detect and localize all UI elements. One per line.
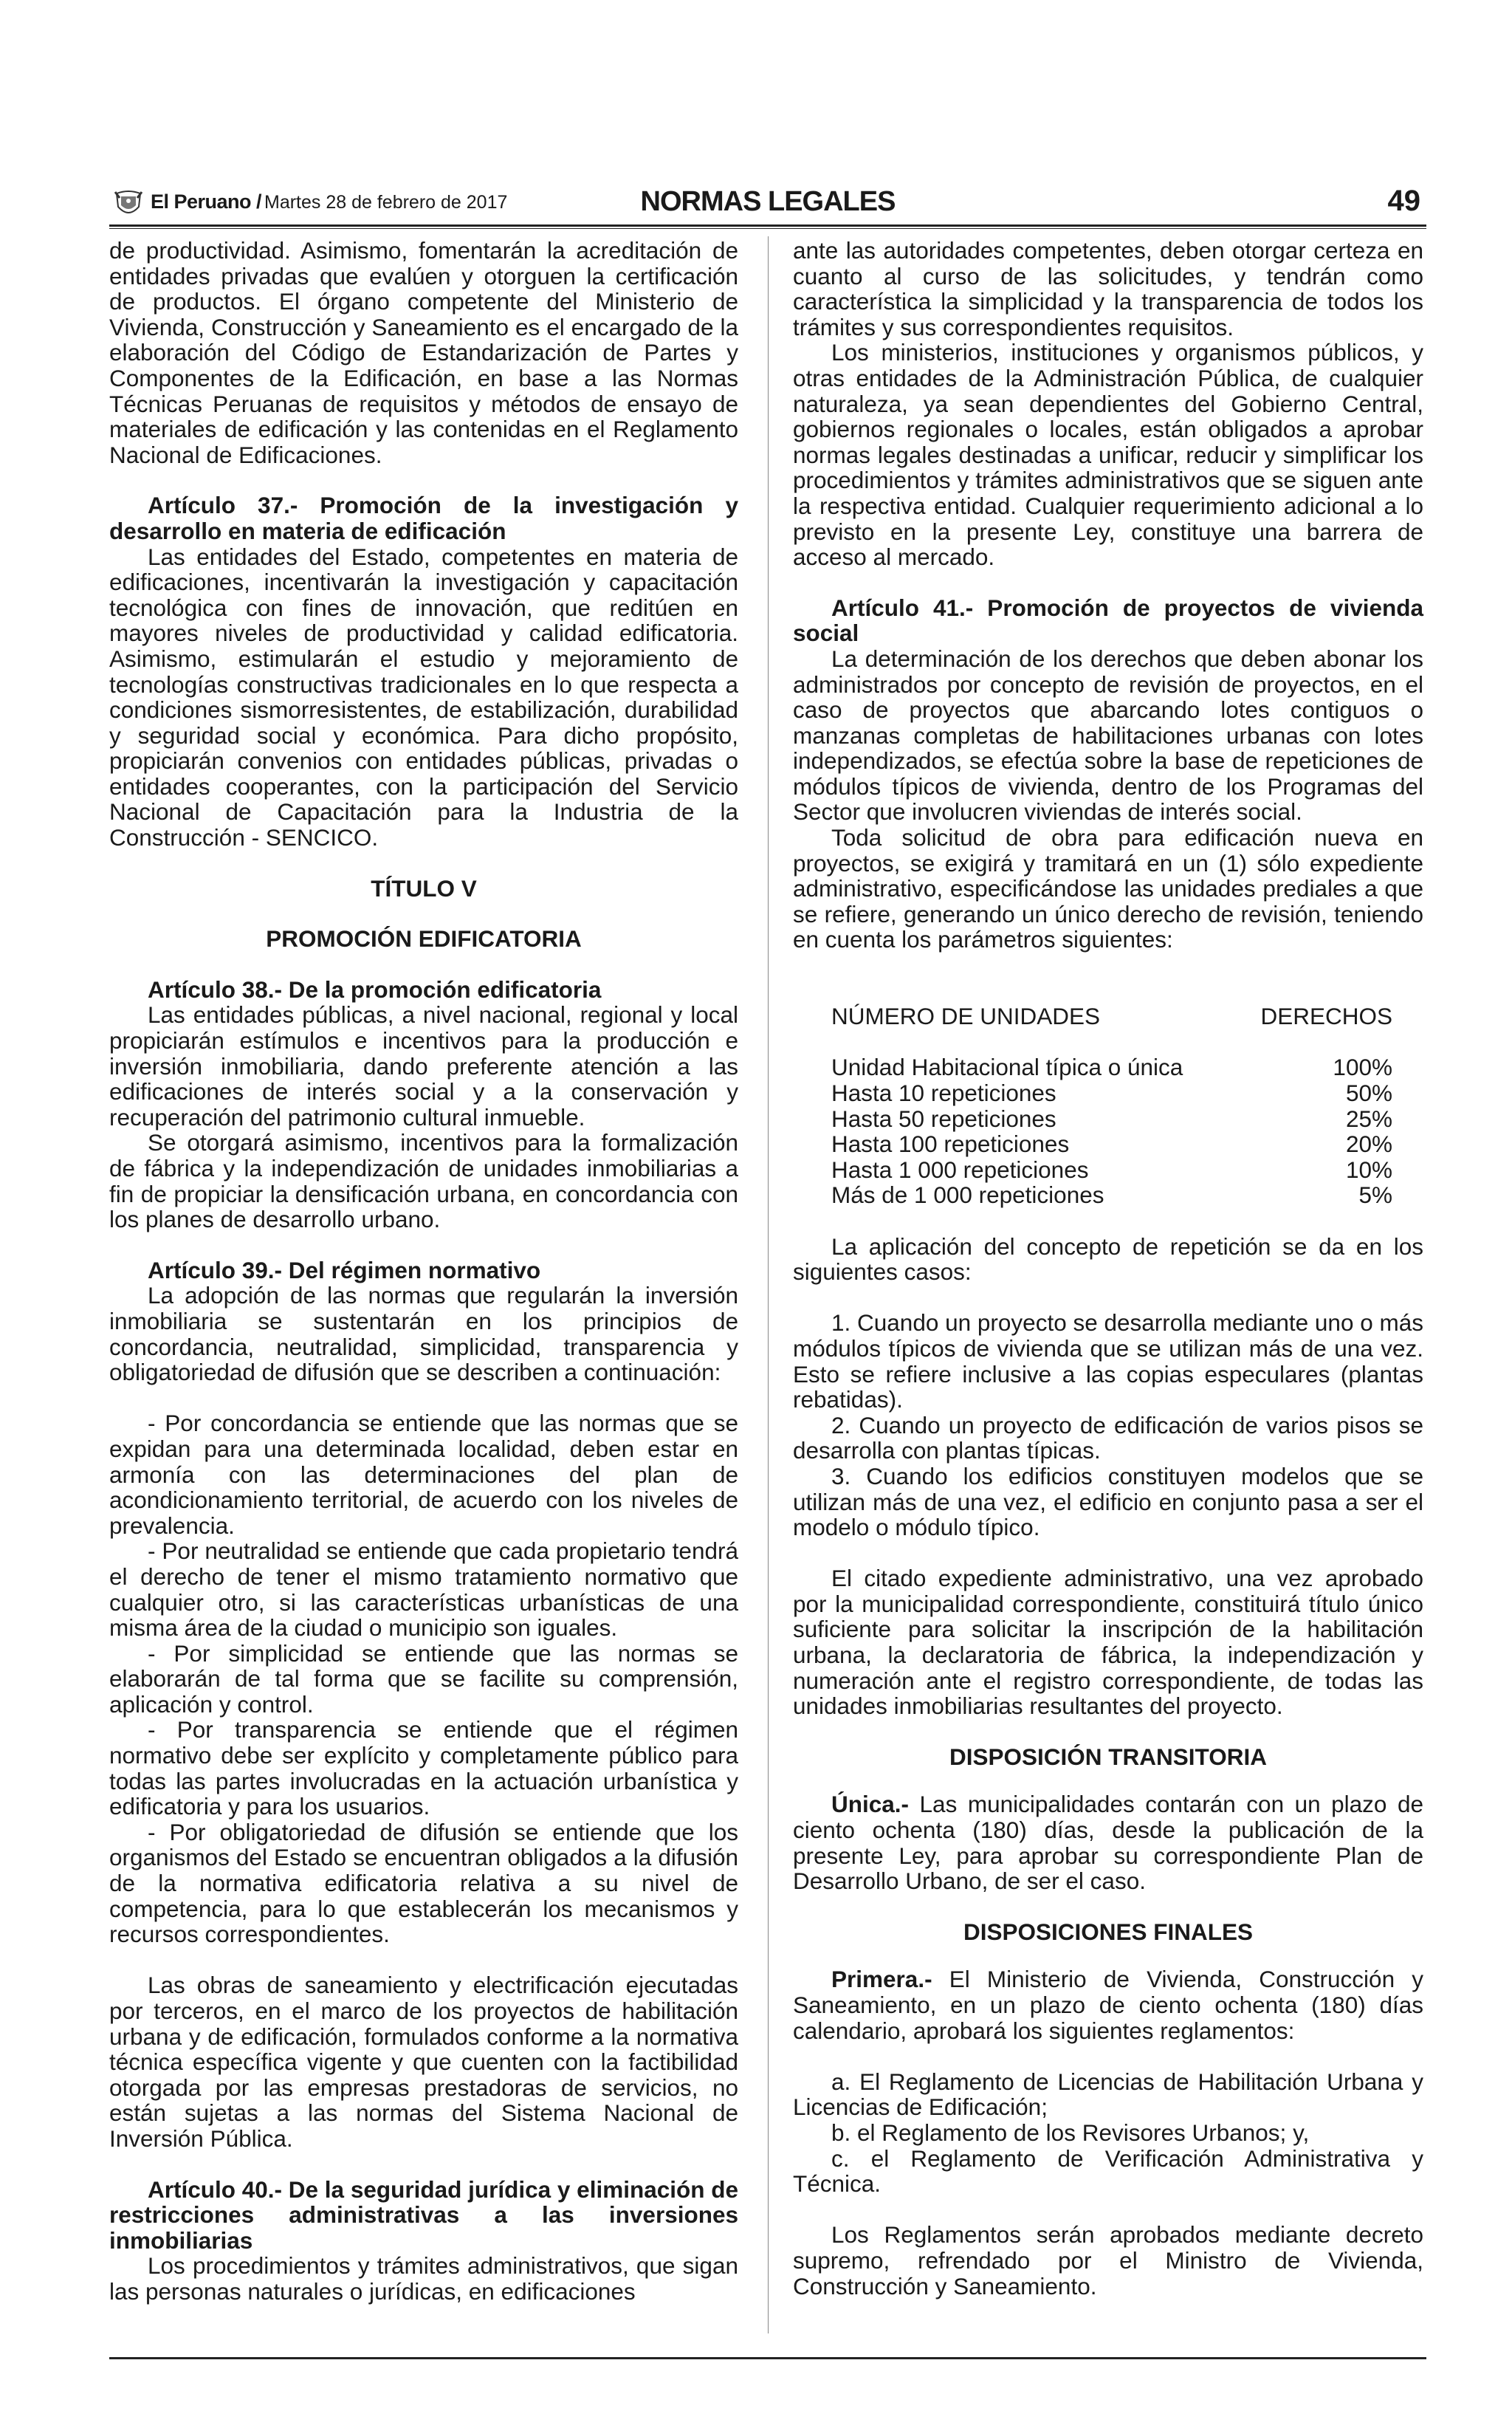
table-cell-derechos: 10% [1345, 1156, 1392, 1183]
header-rule [109, 224, 1426, 227]
right-column [793, 238, 1423, 2299]
paragraph: Las entidades públicas, a nivel nacional, regional y local propiciarán estímulos e incentivos para la producción e inversión inmobiliaria, dando preferente atención a las edificaciones de interés social y a la conservación y recuperación del patrimonio cultural inmueble. [109, 1001, 738, 1131]
spacer [793, 1944, 1423, 1966]
paragraph: La adopción de las normas que regularán la inversión inmobiliaria se sustentarán en los principios de concordancia, neutralidad, simplicidad, transparencia y obligatoriedad de difusión que se describen a continuación: [109, 1282, 738, 1386]
table-header-derechos: DERECHOS [1260, 1003, 1392, 1030]
table-row [831, 1106, 1392, 1132]
list-item: - Por simplicidad se entiende que las normas se elaborarán de tal forma que se facilite su comprensión, aplicación y control. [109, 1639, 738, 1718]
derechos-table [831, 1004, 1392, 1208]
page-number: 49 [1387, 185, 1420, 217]
list-item: - Por obligatoriedad de difusión se entiende que los organismos del Estado se encuentran obligados a la difusión de la normativa edificatoria relativa a su nivel de competencia, para lo que establecerán los mecanismos y recursos correspondientes. [109, 1818, 738, 1948]
table-row [831, 1182, 1392, 1208]
table-header-row [831, 1004, 1392, 1029]
paragraph: La determinación de los derechos que deben abonar los administrados por concepto de revisión de proyectos, en el caso de proyectos que abarcando lotes contiguos o manzanas completas de habilitaciones urbanas con lotes independizados, se efectúa sobre la base de repeticiones de módulos típicos de vivienda, dentro de los Programas del Sector que involucren viviendas de interés social. [793, 645, 1423, 826]
table-row [831, 1157, 1392, 1183]
paragraph: Las entidades del Estado, competentes en materia de edificaciones, incentivarán la investigación y capacitación tecnológica con fines de innovación, que reditúen en mayores niveles de productividad y calidad edificatoria. Asimismo, estimularán el estudio y mejoramiento de tecnologías constructivas tradicionales en lo que respecta a condiciones sismorresistentes, de estabilización, durabilidad y seguridad social y económica. Para dicho propósito, propiciarán convenios con entidades públicas, privadas o entidades cooperantes, con la participación del Servicio Nacional de Capacitación para la Industria de la Construcción - SENCICO. [109, 543, 738, 851]
list-item: a. El Reglamento de Licencias de Habilitación Urbana y Licencias de Edificación; [793, 2068, 1423, 2121]
spacer [793, 1769, 1423, 1791]
article-41-title: Artículo 41.- Promoción de proyectos de vivienda social [793, 594, 1423, 647]
table-cell-derechos: 25% [1345, 1105, 1392, 1132]
spacer [793, 2043, 1423, 2069]
table-cell-unidades: Hasta 50 repeticiones [831, 1105, 1056, 1132]
spacer [793, 1285, 1423, 1311]
column-divider [768, 236, 769, 2333]
spacer [793, 1208, 1423, 1234]
table-row [831, 1054, 1392, 1080]
footer-rule [109, 2357, 1426, 2359]
finales-heading: DISPOSICIONES FINALES [963, 1918, 1254, 1945]
table-cell-derechos: 100% [1333, 1054, 1392, 1081]
spacer [793, 978, 1423, 1004]
table-cell-derechos: 20% [1345, 1131, 1392, 1158]
article-38-title: Artículo 38.- De la promoción edificatoria [148, 975, 602, 1003]
paragraph: Las obras de saneamiento y electrificación ejecutadas por terceros, en el marco de los proyectos de habilitación urbana y de edificación, formulados conforme a la normativa técnica específica vigente y que cuenten con la factibilidad otorgada por las empresas prestadoras de servicios, no están sujetas a las normas del Sistema Nacional de Inversión Pública. [109, 1972, 738, 2152]
paragraph: Los ministerios, instituciones y organismos públicos, y otras entidades de la Administración Pública, de cualquier naturaleza, ya sean dependientes del Gobierno Central, gobiernos regionales o locales, están obligados a aprobar normas legales destinadas a unificar, reducir y simplificar los procedimientos y trámites administrativos que se siguen ante la respectiva entidad. Cualquier requerimiento adicional a lo previsto en la presente Ley, constituye una barrera de acceso al mercado. [793, 339, 1423, 571]
table-row [831, 1131, 1392, 1157]
table-row [831, 1080, 1392, 1106]
newspaper-name: El Peruano / [151, 191, 262, 213]
list-item: - Por concordancia se entiende que las normas que se expidan para una determinada localidad, deben estar en armonía con las determinaciones del plan de acondicionamiento territorial, de acuerdo con los niveles de prevalencia. [109, 1410, 738, 1539]
transitoria-heading: DISPOSICIÓN TRANSITORIA [949, 1743, 1267, 1770]
list-item: c. el Reglamento de Verificación Administrativa y Técnica. [793, 2144, 1423, 2198]
list-item: - Por neutralidad se entiende que cada propietario tendrá el derecho de tener el mismo tratamiento normativo que cualquier otro, si las características urbanísticas de una misma área de la ciudad o municipio son iguales. [109, 1537, 738, 1642]
article-37-title: Artículo 37.- Promoción de la investigación y desarrollo en materia de edificación [109, 492, 738, 544]
table-cell-unidades: Hasta 10 repeticiones [831, 1080, 1056, 1106]
table-cell-unidades: Hasta 100 repeticiones [831, 1131, 1070, 1158]
table-cell-unidades: Hasta 1 000 repeticiones [831, 1156, 1089, 1183]
spacer [793, 2197, 1423, 2223]
list-item: 1. Cuando un proyecto se desarrolla mediante uno o más módulos típicos de vivienda que se utilizan más de una vez. Esto se refiere inclusive a las copias especulares (plantas rebatidas). [793, 1309, 1423, 1413]
paragraph: El citado expediente administrativo, una vez aprobado por la municipalidad correspondiente, constituirá título único suficiente para solicitar la inscripción de la habilitación urbana, la declaratoria de fábrica, la independización y numeración ante el registro correspondiente, de todas las unidades inmobiliarias resultantes del proyecto. [793, 1565, 1423, 1720]
list-item: - Por transparencia se entiende que el régimen normativo debe ser explícito y completamente público para todas las partes involucradas en la actuación urbanística y edificatoria y para los usuarios. [109, 1716, 738, 1820]
spacer [109, 1385, 738, 1411]
primera-text: El Ministerio de Vivienda, Construcción y Saneamiento, en un plazo de ciento ochenta (180) días calendario, aprobará los siguientes reglamentos: [793, 1966, 1423, 2044]
section-title: NORMAS LEGALES [640, 186, 896, 217]
list-item: 2. Cuando un proyecto de edificación de varios pisos se desarrolla con plantas típicas. [793, 1411, 1423, 1464]
paragraph [793, 1791, 1423, 1893]
header-rule-thin [109, 228, 1426, 229]
spacer [109, 1947, 738, 1973]
paragraph: La aplicación del concepto de repetición se da en los siguientes casos: [793, 1232, 1423, 1286]
article-39-title: Artículo 39.- Del régimen normativo [148, 1256, 541, 1283]
titulo-heading: TÍTULO V [371, 874, 477, 902]
issue-date: Martes 28 de febrero de 2017 [264, 192, 508, 213]
paragraph [793, 1966, 1423, 2043]
primera-label: Primera.- [831, 1966, 932, 1993]
paragraph: Los procedimientos y trámites administrativos, que sigan las personas naturales o jurídicas, en edificaciones [109, 2252, 738, 2305]
table-cell-derechos: 5% [1358, 1182, 1392, 1209]
paragraph: de productividad. Asimismo, fomentarán la acreditación de entidades privadas que evalúen y otorguen la certificación de productos. El órgano competente del Ministerio de Vivienda, Construcción y Saneamiento es el encargado de la elaboración del Código de Estandarización de Partes y Componentes de la Edificación, en base a las Normas Técnicas Peruanas de requisitos y métodos de ensayo de materiales de edificación y las contenidas en el Reglamento Nacional de Edificaciones. [109, 237, 738, 468]
paragraph: Toda solicitud de obra para edificación nueva en proyectos, se exigirá y tramitará en un (1) sólo expediente administrativo, especificándose las unidades prediales a que se refiere, generando un único derecho de revisión, teniendo en cuenta los parámetros siguientes: [793, 824, 1423, 953]
spacer [793, 1540, 1423, 1566]
list-item: 3. Cuando los edificios constituyen modelos que se utilizan más de una vez, el edificio en conjunto pasa a ser el modelo o módulo típico. [793, 1462, 1423, 1541]
unica-text: Las municipalidades contarán con un plazo de ciento ochenta (180) días, desde la publicación de la presente Ley, para aprobar su correspondiente Plan de Desarrollo Urbano, de ser el caso. [793, 1791, 1423, 1895]
table-cell-unidades: Unidad Habitacional típica o única [831, 1054, 1183, 1081]
table-header-unidades: NÚMERO DE UNIDADES [831, 1003, 1101, 1030]
left-column [109, 238, 738, 2305]
table-cell-derechos: 50% [1345, 1080, 1392, 1106]
paragraph: ante las autoridades competentes, deben otorgar certeza en cuanto al curso de las solicitudes, y tendrán como característica la simplicidad y la transparencia de todos los trámites y sus correspondientes requisitos. [793, 237, 1423, 340]
page-header [109, 186, 1426, 222]
titulo-name: PROMOCIÓN EDIFICATORIA [266, 925, 582, 953]
table-cell-unidades: Más de 1 000 repeticiones [831, 1182, 1104, 1209]
spacer [793, 953, 1423, 978]
unica-label: Única.- [831, 1791, 910, 1818]
list-item: b. el Reglamento de los Revisores Urbanos; y, [831, 2119, 1310, 2146]
paragraph: Se otorgará asimismo, incentivos para la formalización de fábrica y la independización de unidades inmobiliarias a fin de propiciar la densificación urbana, en concordancia con los planes de desarrollo urbano. [109, 1129, 738, 1233]
paragraph: Los Reglamentos serán aprobados mediante decreto supremo, refrendado por el Ministro de Vivienda, Construcción y Saneamiento. [793, 2221, 1423, 2299]
article-40-title: Artículo 40.- De la seguridad jurídica y eliminación de restricciones administrativas a las inversiones inmobiliarias [109, 2175, 738, 2254]
